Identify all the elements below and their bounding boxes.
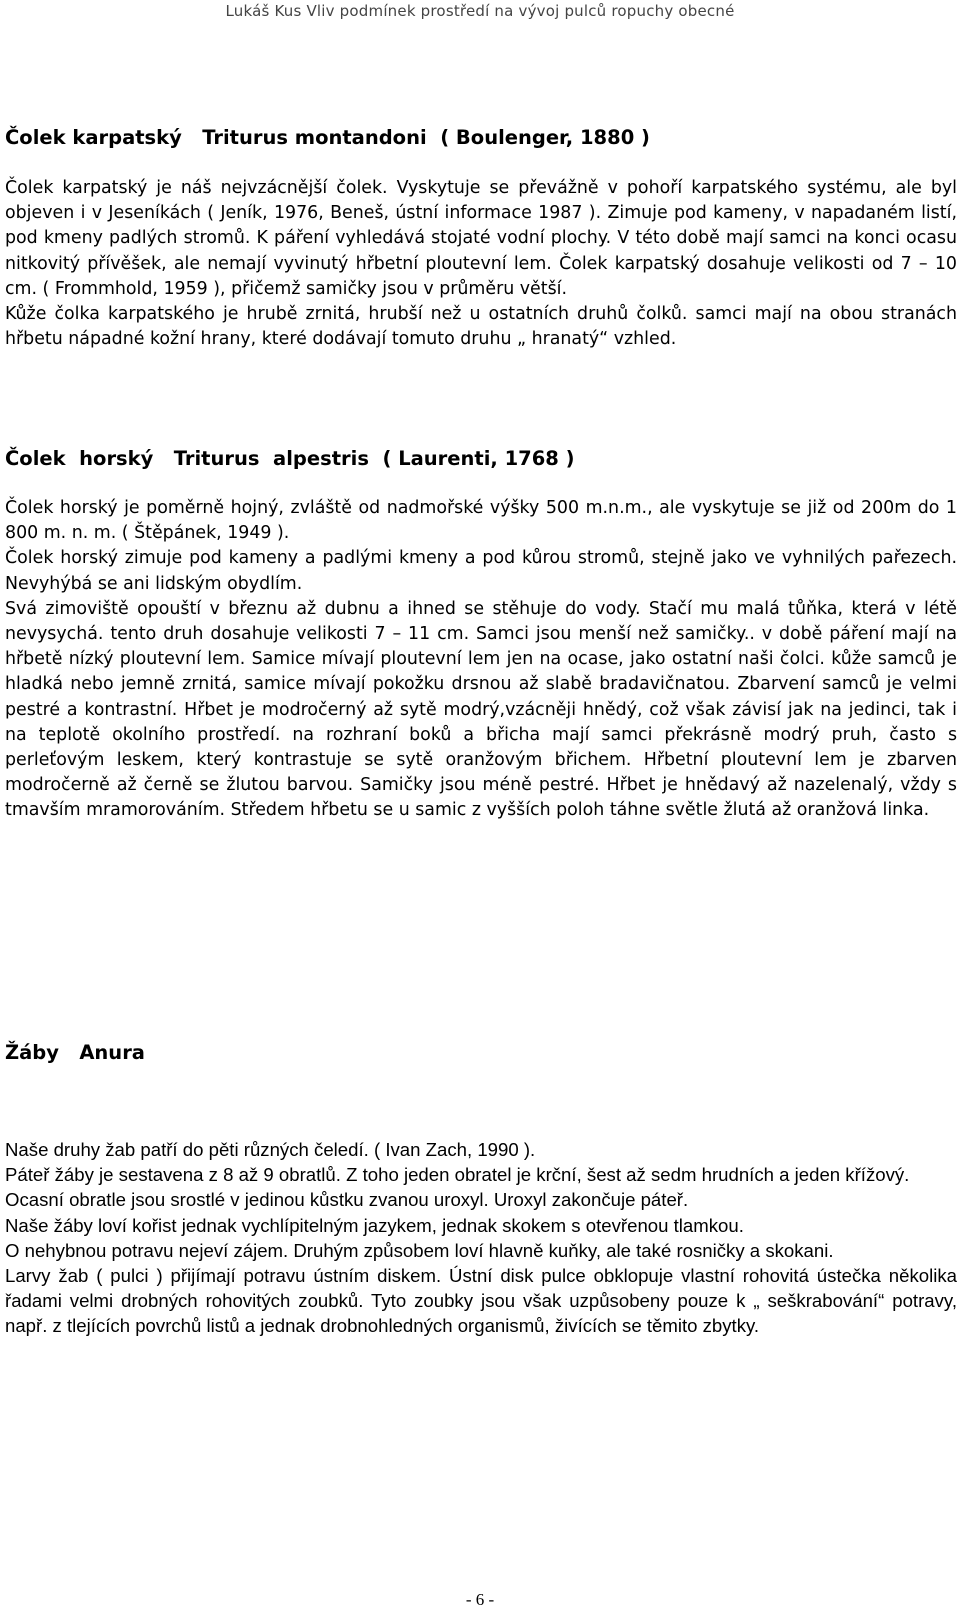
paragraph: Kůže čolka karpatského je hrubě zrnitá, hrubší než u ostatních druhů čolků. samci mají na obou stranách hřbetu nápadné kožní hrany, které dodávají tomuto druhu „ hranatý“ vzhled. xyxy=(5,304,957,350)
section-colek-horsky-body xyxy=(5,496,957,824)
paragraph: Páteř žáby je sestavena z 8 až 9 obratlů. Z toho jeden obratel je krční, šest až sedm hrudních a jeden křížový. xyxy=(5,1164,910,1186)
paragraph: Svá zimoviště opouští v březnu až dubnu a ihned se stěhuje do vody. Stačí mu malá tůňka, která v létě nevysychá. tento druh dosahuje velikosti 7 – 11 cm. Samci jsou menší než samičky.. v době páření mají na hřbetě nízký ploutevní lem. Samice mívají ploutevní lem jen na ocase, jako ostatní naši čolci. kůže samců je hladká nebo jemně zrnitá, samice mívají pokožku drsnou až slabě bradavičnatou. Zbarvení samců je velmi pestré a kontrastní. Hřbet je modročerný až sytě modrý,vzácněji hnědý, což však závisí jak na jedinci, tak i na teplotě okolního prostředí. na rozhraní boků a břicha mají samci překrásně modrý pruh, často s perleťovým leskem, který kontrastuje se sytě oranžovým břichem. Hřbetní ploutevní lem je zbarven modročerně až černě se žlutou barvou. Samičky jsou méně pestré. Hřbet je hnědavý až nazelenalý, vždy s tmavším mramorováním. Středem hřbetu se u samic z vyšších poloh táhne světle žlutá až oranžová linka. xyxy=(5,598,957,821)
heading-zaby: Žáby Anura xyxy=(5,1041,145,1064)
paragraph: Naše druhy žab patří do pěti různých čeledí. ( Ivan Zach, 1990 ). xyxy=(5,1139,536,1160)
heading-colek-karpatsky: Čolek karpatský Triturus montandoni ( Boulenger, 1880 ) xyxy=(5,126,650,149)
paragraph: Čolek horský zimuje pod kameny a padlými kmeny a pod kůrou stromů, stejně jako ve vyhnilých pařezech. Nevyhýbá se ani lidským obydlím. xyxy=(5,548,957,594)
paragraph xyxy=(5,176,957,302)
paragraph: Ocasní obratle jsou srostlé v jedinou kůstku zvanou uroxyl. Uroxyl zakončuje páteř. xyxy=(5,1189,689,1211)
paragraph: Naše žáby loví kořist jednak vychlípitelným jazykem, jednak skokem s otevřenou tlamkou. xyxy=(5,1214,744,1236)
text-run: V této době mají samci na konci ocasu nitkovitý přívěšek, ale nemají vyvinutý hřbetní ploutevní lem. Čolek karpatský dosahuje velikosti od 7 – 10 cm. ( Frommhold, 1959 ), přičemž samičky jsou v průměru větší. xyxy=(5,228,957,299)
section-colek-karpatsky-body xyxy=(5,176,957,352)
paragraph: Čolek horský je poměrně hojný, zvláště od nadmořské výšky 500 m.n.m., ale vyskytuje se již od 200m do 1 800 m. n. m. ( Štěpánek, 1949 ). xyxy=(5,498,957,544)
section-zaby-body xyxy=(5,1137,957,1339)
paragraph: Larvy žab ( pulci ) přijímají potravu ústním diskem. Ústní disk pulce obklopuje vlastní rohovitá ústečka několika řadami velmi drobných rohovitých zoubků. Tyto zoubky jsou však uzpůsobeny pouze k „ seškrabování“ potravy, např. z tlejících povrchů listů a jednak drobnohledných organismů, živících se těmito zbytky. xyxy=(5,1265,957,1337)
heading-colek-horsky: Čolek horský Triturus alpestris ( Laurenti, 1768 ) xyxy=(5,447,575,470)
running-header: Lukáš Kus Vliv podmínek prostředí na vývoj pulců ropuchy obecné xyxy=(225,2,735,20)
page-number: - 6 - xyxy=(465,1590,495,1609)
paragraph: O nehybnou potravu nejeví zájem. Druhým způsobem loví hlavně kuňky, ale také rosničky a skokani. xyxy=(5,1239,834,1261)
text-run: Čolek karpatský je náš nejvzácnější čolek. Vyskytuje se převážně v pohoří karpatského systému, ale byl objeven i v Jeseníkách ( Jeník, 1976, Beneš, ústní informace 1987 ). Zimuje pod kameny, v napadaném listí, pod kmeny padlých stromů. K páření vyhledává stojaté vodní plochy. xyxy=(5,178,957,249)
